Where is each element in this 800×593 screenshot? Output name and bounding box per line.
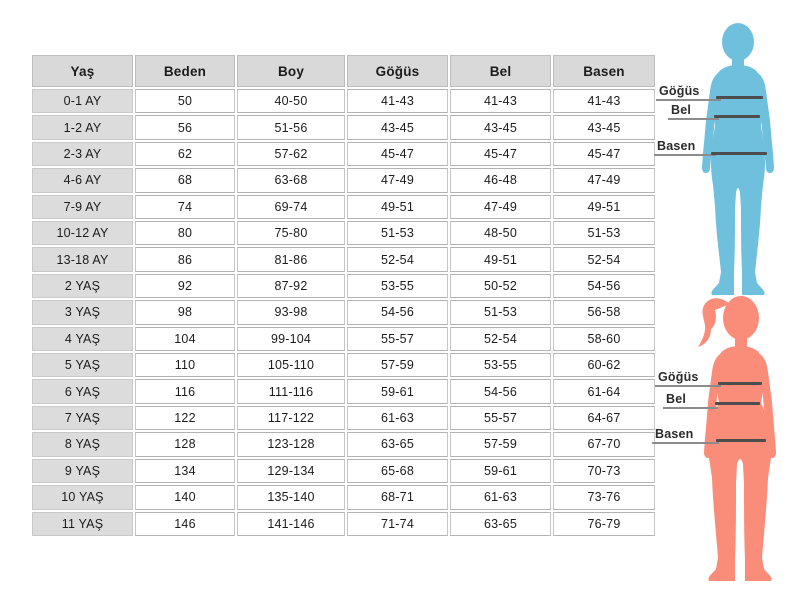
row-value-cell: 45-47 xyxy=(450,142,551,166)
row-value-cell: 68-71 xyxy=(347,485,448,509)
row-value-cell: 86 xyxy=(135,247,235,271)
table-row xyxy=(32,195,655,219)
row-value-cell: 60-62 xyxy=(553,353,655,377)
table-row xyxy=(32,353,655,377)
row-age-cell: 1-2 AY xyxy=(32,115,133,139)
row-value-cell: 55-57 xyxy=(450,406,551,430)
row-value-cell: 55-57 xyxy=(347,327,448,351)
size-chart-table-wrap xyxy=(30,53,655,538)
row-value-cell: 41-43 xyxy=(450,89,551,113)
row-age-cell: 13-18 AY xyxy=(32,247,133,271)
row-value-cell: 73-76 xyxy=(553,485,655,509)
row-age-cell: 6 YAŞ xyxy=(32,379,133,403)
girl-waist-label: Bel xyxy=(663,392,718,409)
row-value-cell: 43-45 xyxy=(553,115,655,139)
girl-waist-line xyxy=(715,402,760,405)
row-age-cell: 5 YAŞ xyxy=(32,353,133,377)
column-header: Boy xyxy=(237,55,345,87)
table-row xyxy=(32,142,655,166)
row-age-cell: 2 YAŞ xyxy=(32,274,133,298)
row-value-cell: 67-70 xyxy=(553,432,655,456)
row-age-cell: 7 YAŞ xyxy=(32,406,133,430)
row-value-cell: 52-54 xyxy=(450,327,551,351)
table-row xyxy=(32,89,655,113)
girl-hip-line xyxy=(716,439,766,442)
row-value-cell: 50-52 xyxy=(450,274,551,298)
row-age-cell: 8 YAŞ xyxy=(32,432,133,456)
row-value-cell: 58-60 xyxy=(553,327,655,351)
table-row xyxy=(32,379,655,403)
table-row xyxy=(32,168,655,192)
row-value-cell: 76-79 xyxy=(553,512,655,537)
row-value-cell: 68 xyxy=(135,168,235,192)
table-row xyxy=(32,300,655,324)
row-value-cell: 45-47 xyxy=(553,142,655,166)
column-header: Yaş xyxy=(32,55,133,87)
row-age-cell: 7-9 AY xyxy=(32,195,133,219)
row-value-cell: 135-140 xyxy=(237,485,345,509)
row-value-cell: 81-86 xyxy=(237,247,345,271)
row-age-cell: 2-3 AY xyxy=(32,142,133,166)
table-row xyxy=(32,432,655,456)
table-row xyxy=(32,115,655,139)
table-row xyxy=(32,512,655,537)
row-value-cell: 51-53 xyxy=(553,221,655,245)
row-age-cell: 11 YAŞ xyxy=(32,512,133,537)
row-value-cell: 93-98 xyxy=(237,300,345,324)
header-row xyxy=(32,55,655,87)
row-value-cell: 57-59 xyxy=(450,432,551,456)
row-value-cell: 56-58 xyxy=(553,300,655,324)
girl-chest-label: Göğüs xyxy=(655,370,721,387)
row-value-cell: 71-74 xyxy=(347,512,448,537)
table-row xyxy=(32,406,655,430)
row-value-cell: 47-49 xyxy=(347,168,448,192)
row-value-cell: 51-53 xyxy=(347,221,448,245)
row-value-cell: 41-43 xyxy=(347,89,448,113)
row-age-cell: 10 YAŞ xyxy=(32,485,133,509)
row-value-cell: 69-74 xyxy=(237,195,345,219)
row-value-cell: 117-122 xyxy=(237,406,345,430)
boy-waist-label: Bel xyxy=(668,103,719,120)
size-table-head xyxy=(32,55,655,87)
row-age-cell: 9 YAŞ xyxy=(32,459,133,483)
table-row xyxy=(32,327,655,351)
table-row xyxy=(32,485,655,509)
girl-hip-label: Basen xyxy=(652,427,719,444)
row-value-cell: 49-51 xyxy=(450,247,551,271)
row-value-cell: 141-146 xyxy=(237,512,345,537)
size-chart-table xyxy=(30,53,657,538)
row-value-cell: 54-56 xyxy=(347,300,448,324)
row-value-cell: 46-48 xyxy=(450,168,551,192)
row-value-cell: 74 xyxy=(135,195,235,219)
row-value-cell: 122 xyxy=(135,406,235,430)
row-value-cell: 98 xyxy=(135,300,235,324)
table-row xyxy=(32,459,655,483)
row-value-cell: 47-49 xyxy=(553,168,655,192)
row-value-cell: 51-56 xyxy=(237,115,345,139)
row-age-cell: 0-1 AY xyxy=(32,89,133,113)
row-value-cell: 64-67 xyxy=(553,406,655,430)
row-value-cell: 53-55 xyxy=(347,274,448,298)
row-value-cell: 53-55 xyxy=(450,353,551,377)
row-value-cell: 104 xyxy=(135,327,235,351)
column-header: Göğüs xyxy=(347,55,448,87)
row-value-cell: 54-56 xyxy=(450,379,551,403)
row-value-cell: 51-53 xyxy=(450,300,551,324)
row-value-cell: 59-61 xyxy=(450,459,551,483)
row-value-cell: 48-50 xyxy=(450,221,551,245)
boy-hip-line xyxy=(711,152,767,155)
row-value-cell: 59-61 xyxy=(347,379,448,403)
row-value-cell: 61-63 xyxy=(450,485,551,509)
row-value-cell: 49-51 xyxy=(347,195,448,219)
row-value-cell: 50 xyxy=(135,89,235,113)
row-value-cell: 63-65 xyxy=(347,432,448,456)
row-value-cell: 57-59 xyxy=(347,353,448,377)
row-age-cell: 3 YAŞ xyxy=(32,300,133,324)
row-value-cell: 52-54 xyxy=(553,247,655,271)
girl-chest-line xyxy=(718,382,762,385)
column-header: Basen xyxy=(553,55,655,87)
row-value-cell: 61-64 xyxy=(553,379,655,403)
row-value-cell: 40-50 xyxy=(237,89,345,113)
row-age-cell: 4-6 AY xyxy=(32,168,133,192)
size-table-body xyxy=(32,89,655,536)
row-value-cell: 49-51 xyxy=(553,195,655,219)
row-value-cell: 116 xyxy=(135,379,235,403)
column-header: Beden xyxy=(135,55,235,87)
row-value-cell: 41-43 xyxy=(553,89,655,113)
row-value-cell: 140 xyxy=(135,485,235,509)
row-value-cell: 47-49 xyxy=(450,195,551,219)
row-value-cell: 70-73 xyxy=(553,459,655,483)
table-row xyxy=(32,247,655,271)
boy-chest-line xyxy=(716,96,763,99)
row-value-cell: 128 xyxy=(135,432,235,456)
row-age-cell: 4 YAŞ xyxy=(32,327,133,351)
row-value-cell: 43-45 xyxy=(347,115,448,139)
row-value-cell: 146 xyxy=(135,512,235,537)
row-value-cell: 110 xyxy=(135,353,235,377)
row-value-cell: 56 xyxy=(135,115,235,139)
row-value-cell: 63-68 xyxy=(237,168,345,192)
row-value-cell: 111-116 xyxy=(237,379,345,403)
row-value-cell: 129-134 xyxy=(237,459,345,483)
row-value-cell: 123-128 xyxy=(237,432,345,456)
row-value-cell: 43-45 xyxy=(450,115,551,139)
row-value-cell: 62 xyxy=(135,142,235,166)
row-value-cell: 75-80 xyxy=(237,221,345,245)
row-value-cell: 57-62 xyxy=(237,142,345,166)
row-value-cell: 52-54 xyxy=(347,247,448,271)
row-value-cell: 80 xyxy=(135,221,235,245)
girl-neck xyxy=(735,332,747,348)
boy-waist-line xyxy=(714,115,760,118)
row-value-cell: 54-56 xyxy=(553,274,655,298)
boy-silhouette xyxy=(692,21,784,297)
row-value-cell: 99-104 xyxy=(237,327,345,351)
row-value-cell: 45-47 xyxy=(347,142,448,166)
boy-chest-label: Göğüs xyxy=(656,84,721,101)
row-value-cell: 65-68 xyxy=(347,459,448,483)
row-value-cell: 61-63 xyxy=(347,406,448,430)
table-row xyxy=(32,221,655,245)
row-value-cell: 63-65 xyxy=(450,512,551,537)
row-age-cell: 10-12 AY xyxy=(32,221,133,245)
row-value-cell: 105-110 xyxy=(237,353,345,377)
boy-hip-label: Basen xyxy=(654,139,716,156)
row-value-cell: 92 xyxy=(135,274,235,298)
table-row xyxy=(32,274,655,298)
column-header: Bel xyxy=(450,55,551,87)
row-value-cell: 134 xyxy=(135,459,235,483)
row-value-cell: 87-92 xyxy=(237,274,345,298)
